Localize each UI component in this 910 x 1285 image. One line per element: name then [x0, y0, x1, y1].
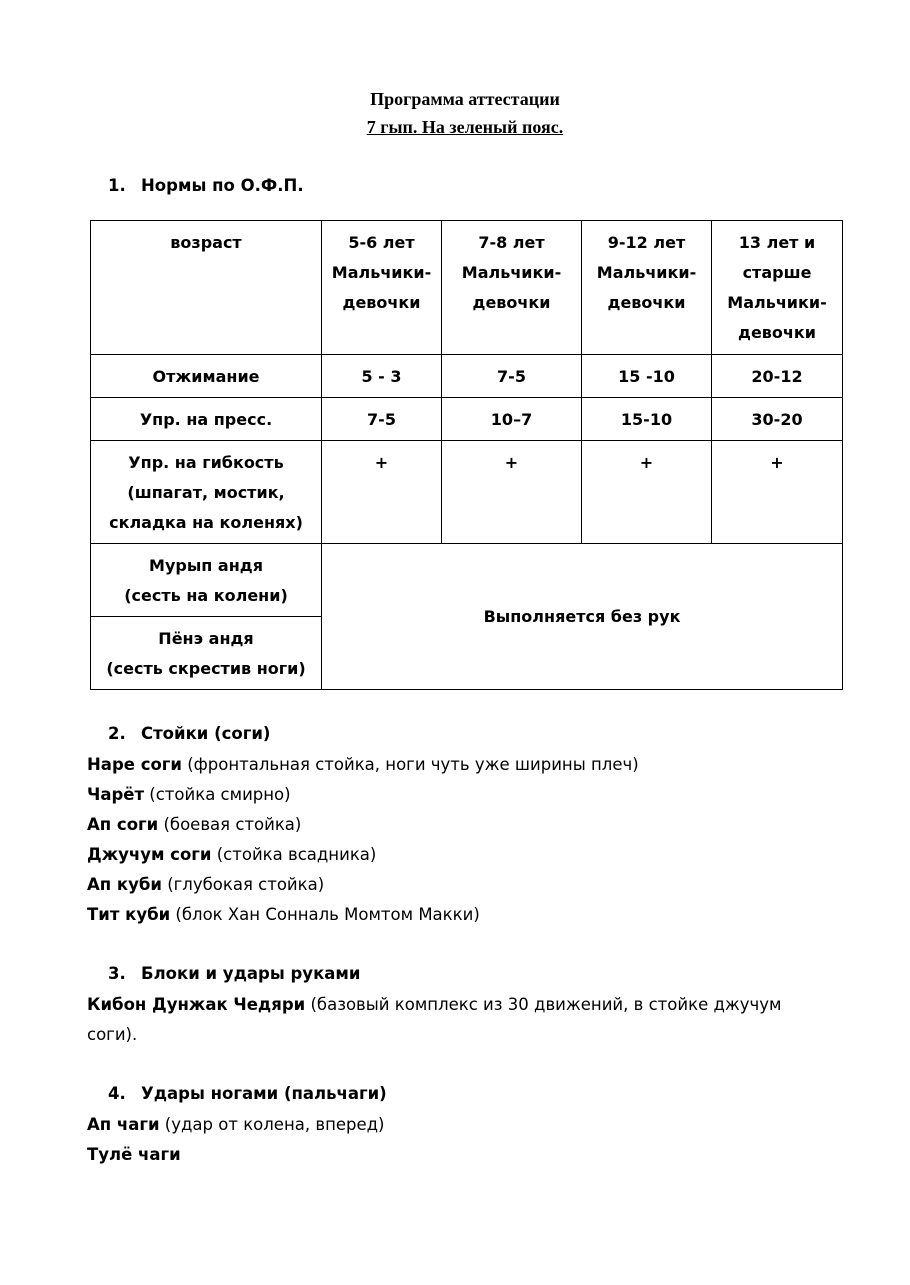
row-label: Пёнэ андя (сесть скрестив ноги)	[91, 617, 322, 690]
table-cell: 15-10	[582, 398, 712, 441]
table-header-row	[91, 221, 843, 355]
ofp-norms-table	[90, 220, 843, 690]
list-item: Кибон Дунжак Чедяри (базовый комплекс из 30 движений, в стойке джучум соги).	[87, 995, 782, 1044]
section-2-heading: 2. Стойки (соги)	[108, 724, 271, 743]
table-cell: +	[582, 441, 712, 544]
table-cell: 5 - 3	[322, 355, 442, 398]
merged-cell-no-hands: Выполняется без рук	[322, 544, 843, 690]
table-cell: 7-5	[442, 355, 582, 398]
table-cell: +	[442, 441, 582, 544]
list-item: Тулё чаги	[87, 1145, 181, 1164]
header-13-plus: 13 лет и старше Мальчики- девочки	[712, 221, 843, 355]
table-cell: +	[322, 441, 442, 544]
table-row	[91, 544, 843, 617]
list-item: Наре соги (фронтальная стойка, ноги чуть уже ширины плеч)	[87, 755, 639, 774]
table-cell: 10–7	[442, 398, 582, 441]
list-item: Ап соги (боевая стойка)	[87, 815, 302, 834]
table-row	[91, 398, 843, 441]
list-item: Джучум соги (стойка всадника)	[87, 845, 377, 864]
table-row	[91, 355, 843, 398]
table-cell: 20-12	[712, 355, 843, 398]
header-5-6: 5-6 лет Мальчики- девочки	[322, 221, 442, 355]
row-label: Отжимание	[91, 355, 322, 398]
header-9-12: 9-12 лет Мальчики- девочки	[582, 221, 712, 355]
section-4-heading: 4. Удары ногами (пальчаги)	[108, 1084, 387, 1103]
list-item: Чарёт (стойка смирно)	[87, 785, 291, 804]
section-3-heading: 3. Блоки и удары руками	[108, 964, 361, 983]
row-label: Упр. на пресс.	[91, 398, 322, 441]
list-item: Ап куби (глубокая стойка)	[87, 875, 325, 894]
header-age: возраст	[91, 221, 322, 355]
list-item: Тит куби (блок Хан Сонналь Момтом Макки)	[87, 905, 480, 924]
header-7-8: 7-8 лет Мальчики- девочки	[442, 221, 582, 355]
table-cell: +	[712, 441, 843, 544]
table-cell: 7-5	[322, 398, 442, 441]
section-1-heading: 1. Нормы по О.Ф.П.	[108, 176, 304, 195]
document-subtitle: 7 гып. На зеленый пояс.	[366, 117, 564, 137]
table-cell: 30-20	[712, 398, 843, 441]
document-title: Программа аттестации	[370, 89, 560, 109]
row-label: Упр. на гибкость (шпагат, мостик, складка на коленях)	[91, 441, 322, 544]
list-item: Ап чаги (удар от колена, вперед)	[87, 1115, 385, 1134]
table-row	[91, 441, 843, 544]
table-cell: 15 -10	[582, 355, 712, 398]
row-label: Мурып андя (сесть на колени)	[91, 544, 322, 617]
